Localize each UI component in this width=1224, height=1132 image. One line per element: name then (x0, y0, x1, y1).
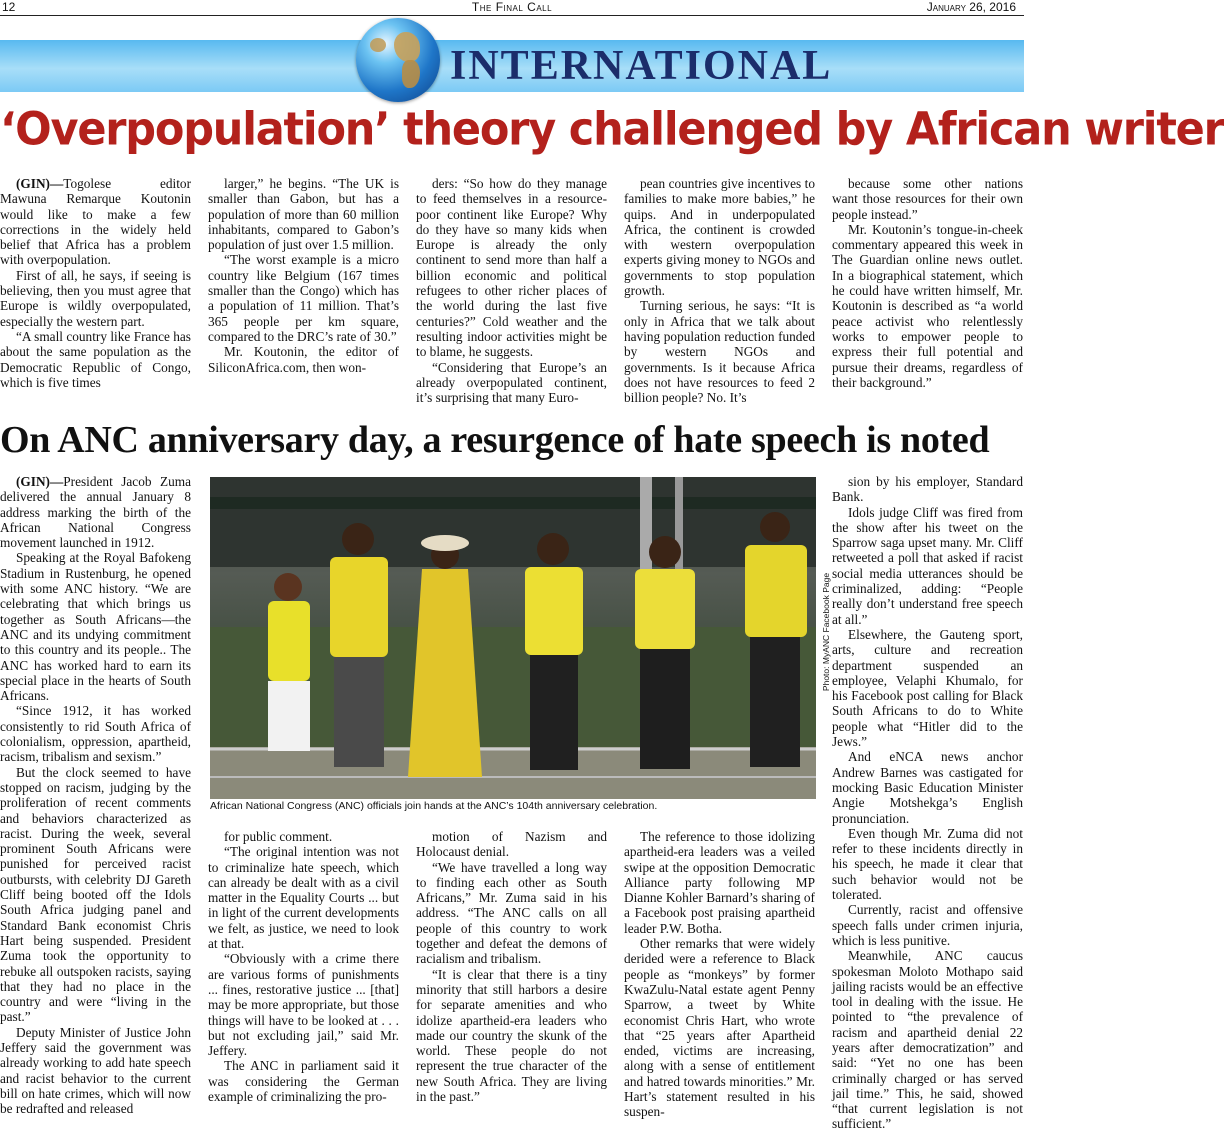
article-paragraph: Even though Mr. Zuma did not refer to these incidents directly in his speech, he made it clear that such behavior would not be tolerated. (832, 825, 1023, 903)
article-paragraph: “Since 1912, it has worked consistently to rid South Africa of colonialism, oppression, apartheid, racism, tribalism and sexism.” (0, 703, 191, 765)
article2-col-1 (0, 474, 191, 1116)
article-paragraph: Meanwhile, ANC caucus spokesman Moloto Mothapo said jailing racists would be an effective tool in dealing with the issue. He pointed to “the prevalence of racism and apartheid denial 22 years after democratization” and said: “Yet no one has been criminally charged or has served jail time.” This, he said, showed “that current legislation is not sufficient.” (832, 948, 1023, 1132)
article-paragraph: (GIN)—Togolese editor Mawuna Remarque Koutonin would like to make a few corrections in the widely held belief that Africa has a problem with overpopulation. (0, 176, 191, 268)
article-paragraph: The ANC in parliament said it was considering the German example of criminalizing the pro- (208, 1058, 399, 1105)
article1-col-2 (208, 176, 399, 375)
article-paragraph: The reference to those idolizing apartheid-era leaders was a veiled swipe at the opposition Democratic Alliance party following MP Dianne Kohler Barnard’s sharing of a Facebook post praising apartheid leader P.W. Botha. (624, 829, 815, 936)
article-paragraph: sion by his employer, Standard Bank. (832, 474, 1023, 505)
article-paragraph: Deputy Minister of Justice John Jeffery said the government was already working to add hate speech and racist behavior to the current bill on hate crimes, which will now be redrafted and released (0, 1024, 191, 1117)
article2-col-5 (832, 474, 1023, 1132)
article-paragraph: “The original intention was not to criminalize hate speech, which can already be dealt with as a civil matter in the Equality Courts ... but in light of the current developments we felt, as justice, we need to look at that. (208, 844, 399, 952)
article-paragraph: “A small country like France has about the same population as the Democratic Republic of Congo, which is five times (0, 328, 191, 390)
article2-col-3 (416, 829, 607, 1104)
page-number: 12 (2, 0, 16, 14)
article-paragraph: Currently, racist and offensive speech falls under crimen injuria, which is less punitive. (832, 902, 1023, 948)
article-paragraph: Turning serious, he says: “It is only in Africa that we talk about having population reduction funded by western NGOs and governments. Is it because Africa does not have resources to feed 2 billion people? No. It’s (624, 298, 815, 406)
photo-caption: African National Congress (ANC) officials join hands at the ANC’s 104th anniversary celebration. (210, 800, 658, 812)
photo-credit: Photo: MyANC Facebook Page (821, 572, 831, 692)
article-paragraph: for public comment. (224, 829, 333, 844)
article-paragraph: And eNCA news anchor Andrew Barnes was castigated for mocking Basic Education Minister Angie Motshekga’s English pronunciation. (832, 749, 1023, 826)
article-paragraph: (GIN)—President Jacob Zuma delivered the annual January 8 address marking the birth of the African National Congress movement launched in 1912. (0, 474, 191, 551)
article-paragraph: because some other nations want those resources for their own people instead.” (832, 176, 1023, 222)
headline-anc-anniversary: On ANC anniversary day, a resurgence of hate speech is noted (0, 419, 990, 461)
article-paragraph: Speaking at the Royal Bafokeng Stadium in Rustenburg, he opened with some ANC history. “We are celebrating that which brings us together as South Africans—the ANC and its undying commitment to this country and its people.. The ANC has worked hard to earn its special place in the hearts of South Africans. (0, 550, 191, 704)
page-header (0, 0, 1024, 16)
article-paragraph: First of all, he says, if seeing is believing, then you must agree that Europe is wildly overpopulated, especially the western part. (0, 267, 191, 329)
article-paragraph: “Obviously with a crime there are various forms of punishments ... fines, restorative justice ... [that] may be more appropriate, but those things will have to be looked at . . . but not excluding jail,” said Mr. Jeffery. (208, 951, 399, 1059)
article-paragraph: motion of Nazism and Holocaust denial. (416, 829, 607, 860)
article2-col-2 (208, 829, 399, 1104)
article-paragraph: larger,” he begins. “The UK is smaller than Gabon, but has a population of more than 60 million inhabitants, compared to Gabon’s population of just over 1.5 million. (208, 176, 399, 253)
article-paragraph: But the clock seemed to have stopped on racism, judging by the proliferation of recent comments and behaviors characterized as racist. During the week, several prominent South Africans were punished for perceived racist outbursts, with celebrity DJ Gareth Cliff being booted off the Idols South Africa judging panel and Standard Bank economist Chris Hart being suspended. President Zuma took the opportunity to rebuke all outspoken racists, saying that they had no place in the country and were “living in the past.” (0, 764, 191, 1025)
publication-name: The Final Call (471, 0, 553, 14)
article-paragraph: Mr. Koutonin, the editor of SiliconAfrica.com, then won- (208, 344, 399, 375)
anc-officials-photo (210, 477, 816, 799)
article-paragraph: Idols judge Cliff was fired from the show after his tweet on the Sparrow saga upset many. Mr. Cliff retweeted a poll that asked if racist social media utterances should be criminalized, adding: “People really don’t understand free speech at all.” (832, 504, 1023, 627)
globe-icon (356, 18, 440, 102)
article-paragraph: ders: “So how do they manage to feed themselves in a resource-poor continent like Europe? Why do they have so many kids when Europe is already the only continent to send more than half a billion economic and political refugees to other richer places of the world during the last five centuries?” Cold weather and the resulting indoor activities might be to blame, he suggests. (416, 176, 607, 360)
article-paragraph: “It is clear that there is a tiny minority that still harbors a desire for separate amenities and who idolize apartheid-era leaders who made our country the skunk of the world. These people do not represent the true character of the new South Africa. They are living in the past.” (416, 966, 607, 1105)
article-paragraph: “We have travelled a long way to finding each other as South Africans,” Mr. Zuma said in his address. “The ANC calls on all people of this country to work together and defeat the demons of racialism and tribalism. (416, 859, 607, 967)
article1-col-1 (0, 176, 191, 390)
article-paragraph: pean countries give incentives to families to make more babies,” he quips. And in underpopulated Africa, the continent is crowded with western overpopulation experts giving money to NGOs and governments to stop population growth. (624, 176, 815, 299)
article1-col-4 (624, 176, 815, 405)
article-paragraph: Elsewhere, the Gauteng sport, arts, culture and recreation department suspended an employee, Velaphi Khumalo, for his Facebook post calling for Black South Africans to do to White people what “Hitler did to the Jews.” (832, 626, 1023, 750)
issue-date: January 26, 2016 (926, 0, 1016, 14)
section-title: INTERNATIONAL (450, 43, 833, 89)
article-paragraph: “Considering that Europe’s an already overpopulated continent, it’s surprising that many Euro- (416, 359, 607, 406)
article-paragraph: Mr. Koutonin’s tongue-in-cheek commentary appeared this week in The Guardian online news outlet. In a biographical statement, which he could have written himself, Mr. Koutonin is described as “a world peace activist who relentlessly works to empower people to express their full potential and pursue their dreams, regardless of their background.” (832, 221, 1023, 390)
article1-col-3 (416, 176, 607, 405)
article2-col-4 (624, 829, 815, 1120)
headline-overpopulation: ‘Overpopulation’ theory challenged by African writer (0, 103, 1224, 157)
article1-col-5 (832, 176, 1023, 390)
article-paragraph: Other remarks that were widely derided were a reference to Black people as “monkeys” by former KwaZulu-Natal estate agent Penny Sparrow, a tweet by White economist Chris Hart, who wrote that “25 years after Apartheid ended, victims are increasing, along with a sense of entitlement and hatred towards minorities.” Mr. Hart’s statement resulted in his suspen- (624, 936, 815, 1120)
article-paragraph: “The worst example is a micro country like Belgium (167 times smaller than the Congo) which has a population of 11 million. That’s 365 people per km square, compared to the DRC’s rate of 30.” (208, 252, 399, 344)
